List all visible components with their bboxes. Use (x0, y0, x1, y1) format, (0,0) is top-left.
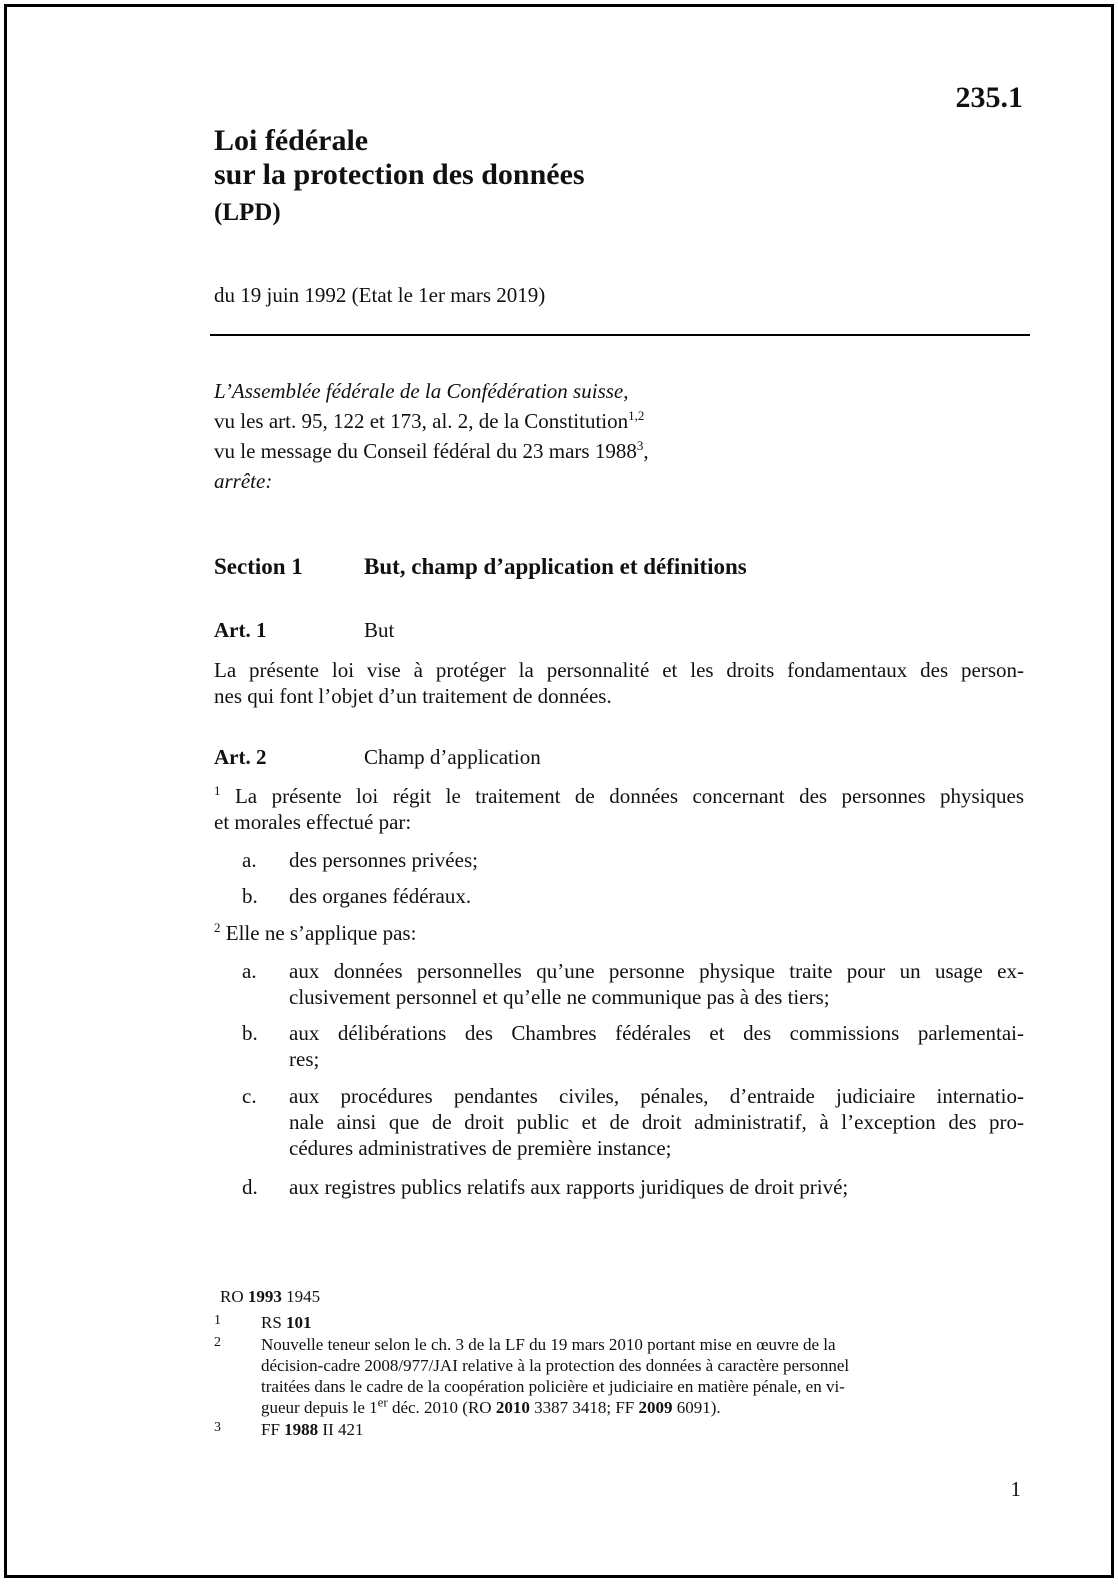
document-number: 235.1 (955, 81, 1023, 114)
footnote-3: 3 FF 1988 II 421 (214, 1420, 364, 1439)
footnote-ro: RO 1993 1945 (220, 1287, 321, 1306)
article-1-text: La présente loi vise à protéger la personnalité et les droits fondamentaux des person- nes qui font l’objet d’un traitement de données. (214, 658, 1024, 708)
footnote-ref: 3 (636, 438, 644, 453)
title-abbreviation: (LPD) (214, 199, 281, 226)
article-title: Champ d’application (364, 745, 541, 769)
header-divider (210, 334, 1030, 336)
law-title (214, 124, 585, 230)
preamble-vu-message: vu le message du Conseil fédéral du 23 mars 1988$^3$, (214, 438, 649, 463)
paragraph-2-list: a. aux données personnelles qu’une personne physique traite pour un usage ex- clusivement personnel et qu’elle ne communique pas à des tiers; b. aux délibérations des Chambres fédérales et des commissions parlementai- res; c. aux procédures pendantes civiles, pénales, d’entraide judiciaire internatio- nale ainsi que de droit public et de droit administratif, à l’exception des pro- cédures administratives de première instance; d. aux registres publics relatifs aux rapports juridiques de droit privé; (242, 959, 1024, 1199)
article-number: Art. 1 (214, 618, 267, 642)
section-title: But, champ d’application et définitions (364, 554, 747, 579)
law-date: du 19 juin 1992 (Etat le 1er mars 2019) (214, 283, 546, 307)
preamble-arrete: arrête: (214, 469, 273, 493)
preamble (214, 376, 1024, 496)
footnote-ref: 1,2 (628, 408, 645, 423)
paragraph-number: 2 (214, 920, 221, 935)
article-number: Art. 2 (214, 745, 267, 769)
article-title: But (364, 618, 395, 642)
title-line-1: Loi fédérale (214, 124, 369, 157)
preamble-assembly: L’Assemblée fédérale de la Confédération suisse, (214, 379, 629, 403)
article-2-paragraph-2: $^2$ Elle ne s’applique pas: (214, 920, 417, 945)
footnote-2: 2 Nouvelle teneur selon le ch. 3 de la LF du 19 mars 2010 portant mise en œuvre de la décision-cadre 2008/977/JAI relative à la protection des données à caractère personnel traitées dans le cadre de la coopération policière et judiciaire en matière pénale, en vi- gueur depuis le 1er déc. 2010 (RO 2010 3387 3418; FF 2009 6091). (214, 1335, 850, 1417)
article-2-paragraph-1: $^1$ La présente loi régit le traitement de données concernant des personnes physiques et morales effectué par: (214, 783, 1025, 834)
section-label: Section 1 (214, 554, 303, 579)
section-heading (214, 554, 747, 580)
preamble-vu-constitution: vu les art. 95, 122 et 173, al. 2, de la Constitution$^{1,2}$ (214, 408, 645, 433)
paragraph-number: 1 (214, 783, 221, 798)
article-2-heading (214, 745, 541, 770)
page-number: 1 (1010, 1477, 1021, 1501)
title-line-2: sur la protection des données (214, 158, 585, 191)
footnote-1: 1 RS 101 (214, 1313, 312, 1332)
article-1-heading (214, 618, 394, 643)
paragraph-1-list: a. des personnes privées; b. des organes fédéraux. (242, 848, 478, 908)
document-page (4, 4, 1114, 1578)
